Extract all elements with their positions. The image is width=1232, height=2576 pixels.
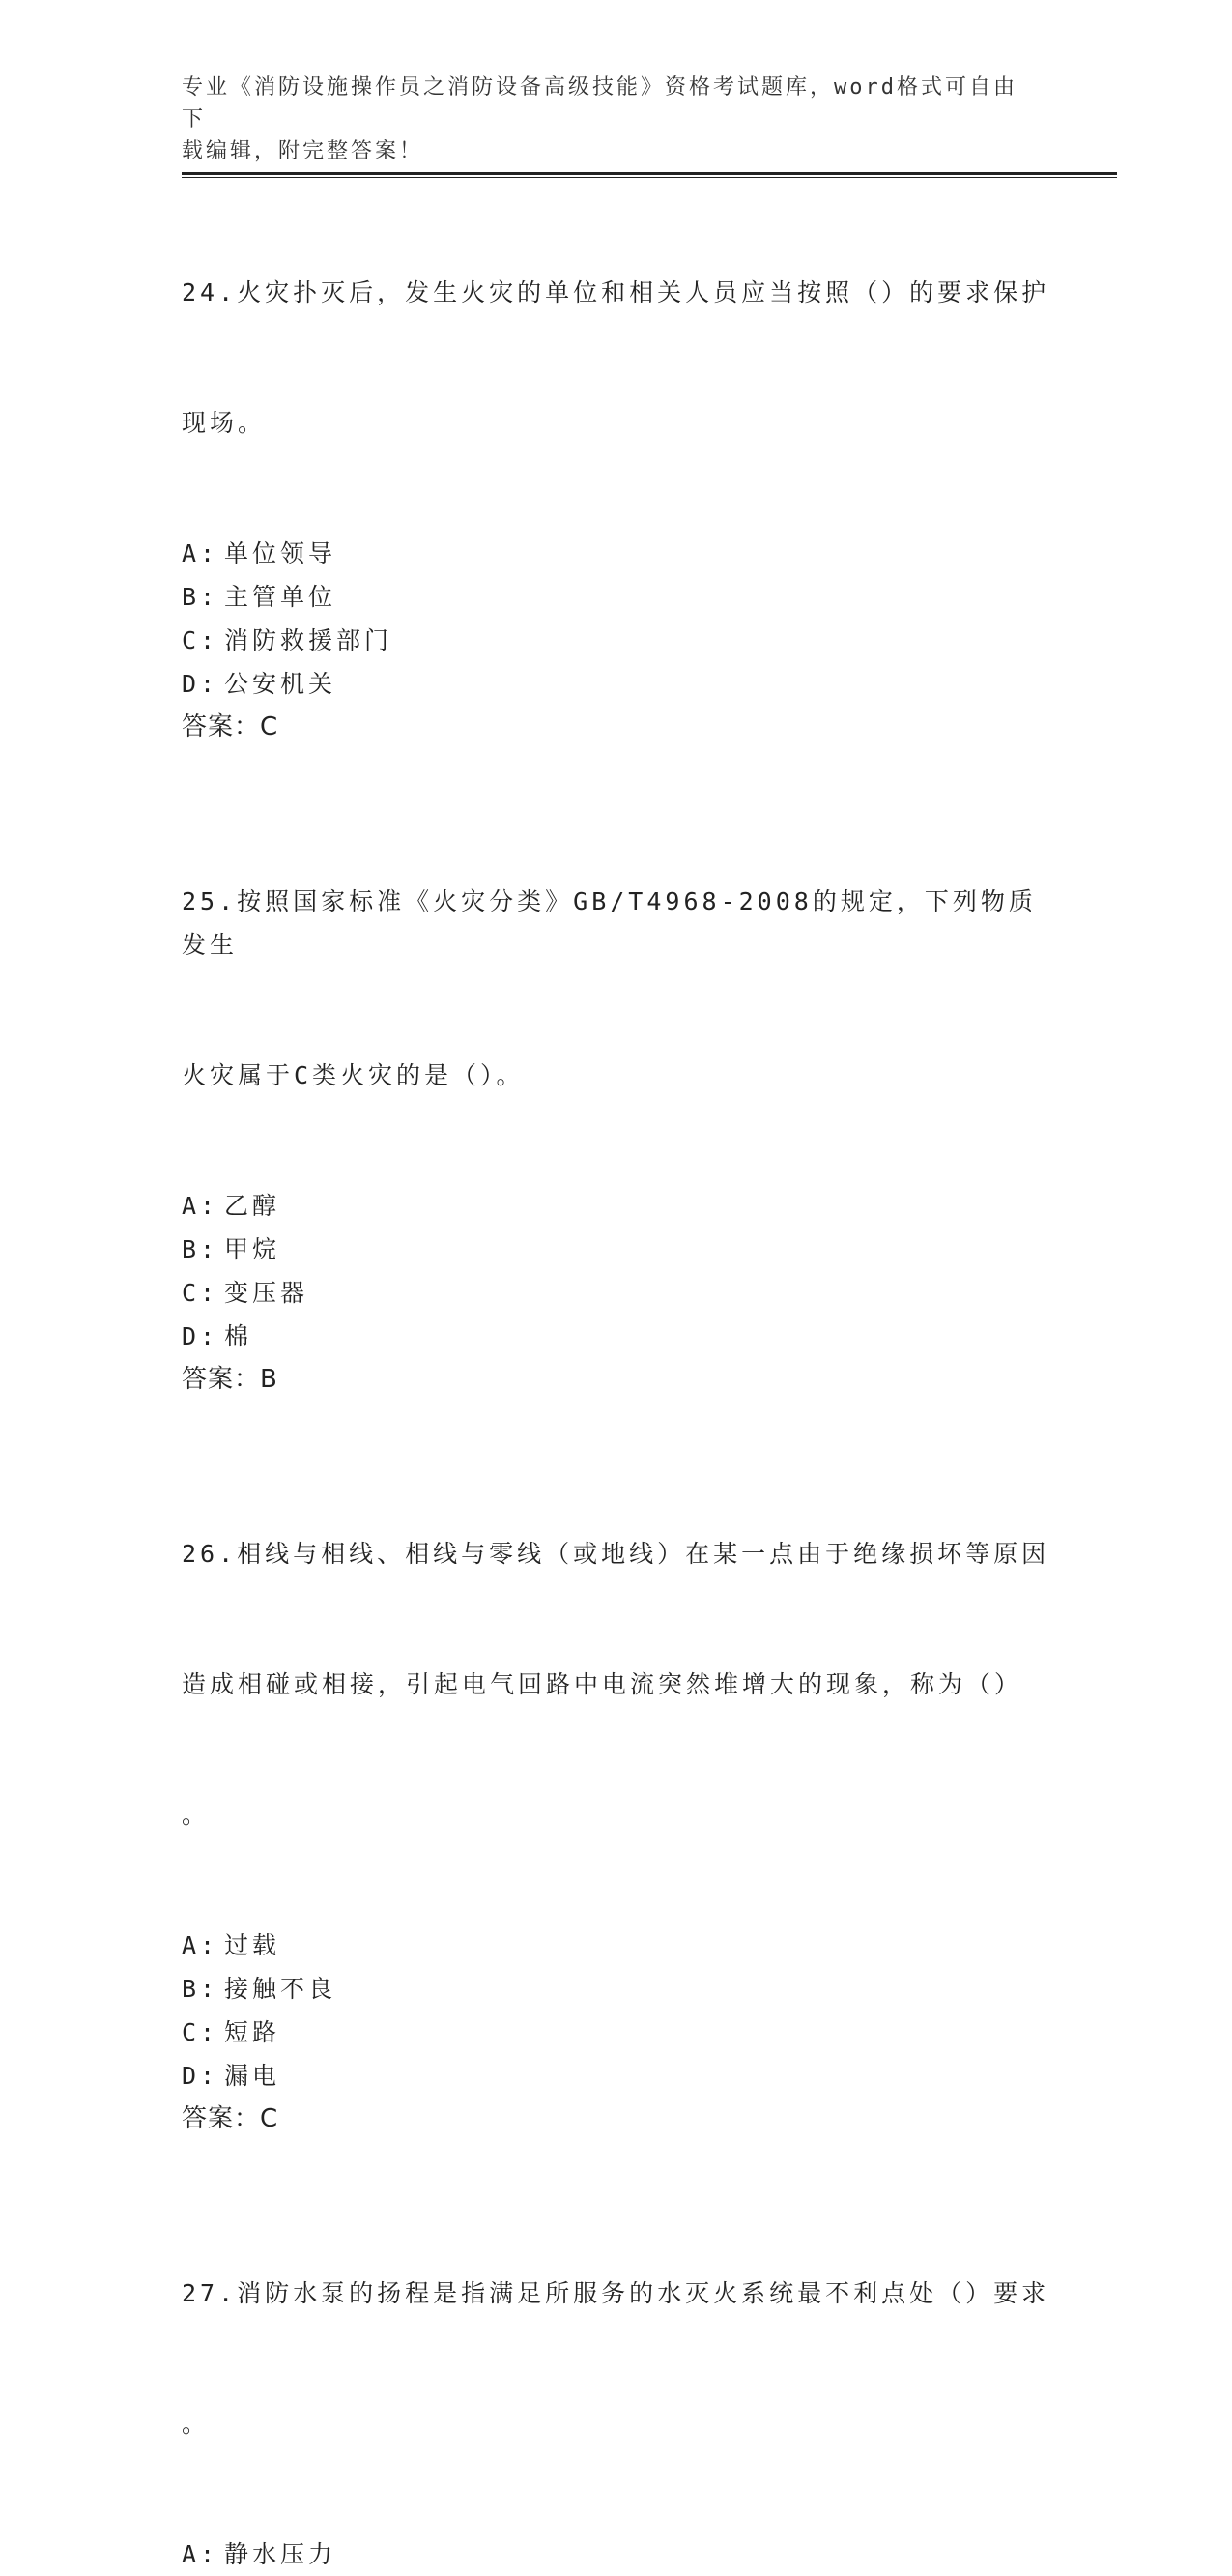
option-key: A: xyxy=(182,2540,219,2568)
option-c xyxy=(182,1271,1051,1315)
option-a xyxy=(182,1184,1051,1228)
header-rule-thin xyxy=(182,177,1117,178)
stem-line: 24.火灾扑灭后，发生火灾的单位和相关人员应当按照（）的要求保护 xyxy=(182,278,1050,306)
question-stem xyxy=(182,2185,1051,2533)
option-d xyxy=(182,2054,1051,2098)
option-c xyxy=(182,2011,1051,2054)
option-b xyxy=(182,1967,1051,2011)
option-text: 单位领导 xyxy=(224,539,337,567)
stem-line: 26.相线与相线、相线与零线（或地线）在某一点由于绝缘损坏等原因 xyxy=(182,1540,1050,1568)
stem-line: 。 xyxy=(182,2410,211,2438)
answer-label: 答案：C xyxy=(182,712,279,741)
stem-line: 27.消防水泵的扬程是指满足所服务的水灭火系统最不利点处（）要求 xyxy=(182,2279,1050,2307)
option-key: B: xyxy=(182,583,219,611)
option-text: 接触不良 xyxy=(224,1975,337,2003)
option-b xyxy=(182,575,1051,619)
option-key: A: xyxy=(182,1192,219,1220)
option-key: C: xyxy=(182,1279,219,1307)
question-spacer xyxy=(182,1402,1051,1445)
option-c xyxy=(182,619,1051,662)
question-stem xyxy=(182,1445,1051,1924)
stem-line: 造成相碰或相接，引起电气回路中电流突然堆增大的现象，称为（） xyxy=(182,1670,1023,1698)
option-d xyxy=(182,1315,1051,1358)
option-key: D: xyxy=(182,1322,219,1350)
option-a xyxy=(182,1924,1051,1967)
header-line-1: 专业《消防设施操作员之消防设备高级技能》资格考试题库，word格式可自由下 xyxy=(182,75,1017,131)
option-text: 变压器 xyxy=(224,1279,309,1307)
page-header xyxy=(182,72,1032,167)
stem-line: 火灾属于C类火灾的是（）。 xyxy=(182,1061,525,1089)
option-d xyxy=(182,662,1051,706)
option-key: B: xyxy=(182,1235,219,1263)
option-text: 甲烷 xyxy=(224,1235,281,1263)
option-text: 公安机关 xyxy=(224,670,337,698)
option-key: A: xyxy=(182,1931,219,1959)
option-key: C: xyxy=(182,626,219,654)
option-b xyxy=(182,1228,1051,1271)
option-text: 消防救援部门 xyxy=(224,626,393,654)
option-key: C: xyxy=(182,2018,219,2046)
question-stem xyxy=(182,184,1051,532)
question-25 xyxy=(182,793,1051,1402)
option-key: D: xyxy=(182,2062,219,2090)
option-a xyxy=(182,2533,1051,2576)
option-a xyxy=(182,532,1051,575)
option-key: B: xyxy=(182,1975,219,2003)
option-key: D: xyxy=(182,670,219,698)
header-line-2: 载编辑，附完整答案！ xyxy=(182,139,424,163)
question-spacer xyxy=(182,749,1051,793)
question-stem xyxy=(182,793,1051,1184)
question-27 xyxy=(182,2185,1051,2576)
stem-line: 。 xyxy=(182,1801,211,1829)
answer-label: 答案：C xyxy=(182,2104,279,2133)
option-text: 短路 xyxy=(224,2018,281,2046)
stem-line: 25.按照国家标准《火灾分类》GB/T4968-2008的规定，下列物质发生 xyxy=(182,887,1037,959)
option-key: A: xyxy=(182,539,219,567)
option-text: 过载 xyxy=(224,1931,281,1959)
answer-label: 答案：B xyxy=(182,1365,278,1394)
question-spacer xyxy=(182,2141,1051,2185)
header-rule-thick xyxy=(182,172,1117,175)
option-text: 静水压力 xyxy=(224,2540,337,2568)
question-26 xyxy=(182,1445,1051,2141)
option-text: 乙醇 xyxy=(224,1192,281,1220)
option-text: 主管单位 xyxy=(224,583,337,611)
question-24 xyxy=(182,184,1051,749)
option-text: 棉 xyxy=(224,1322,253,1350)
stem-line: 现场。 xyxy=(182,409,267,437)
question-list xyxy=(182,184,1051,2576)
option-text: 漏电 xyxy=(224,2062,281,2090)
